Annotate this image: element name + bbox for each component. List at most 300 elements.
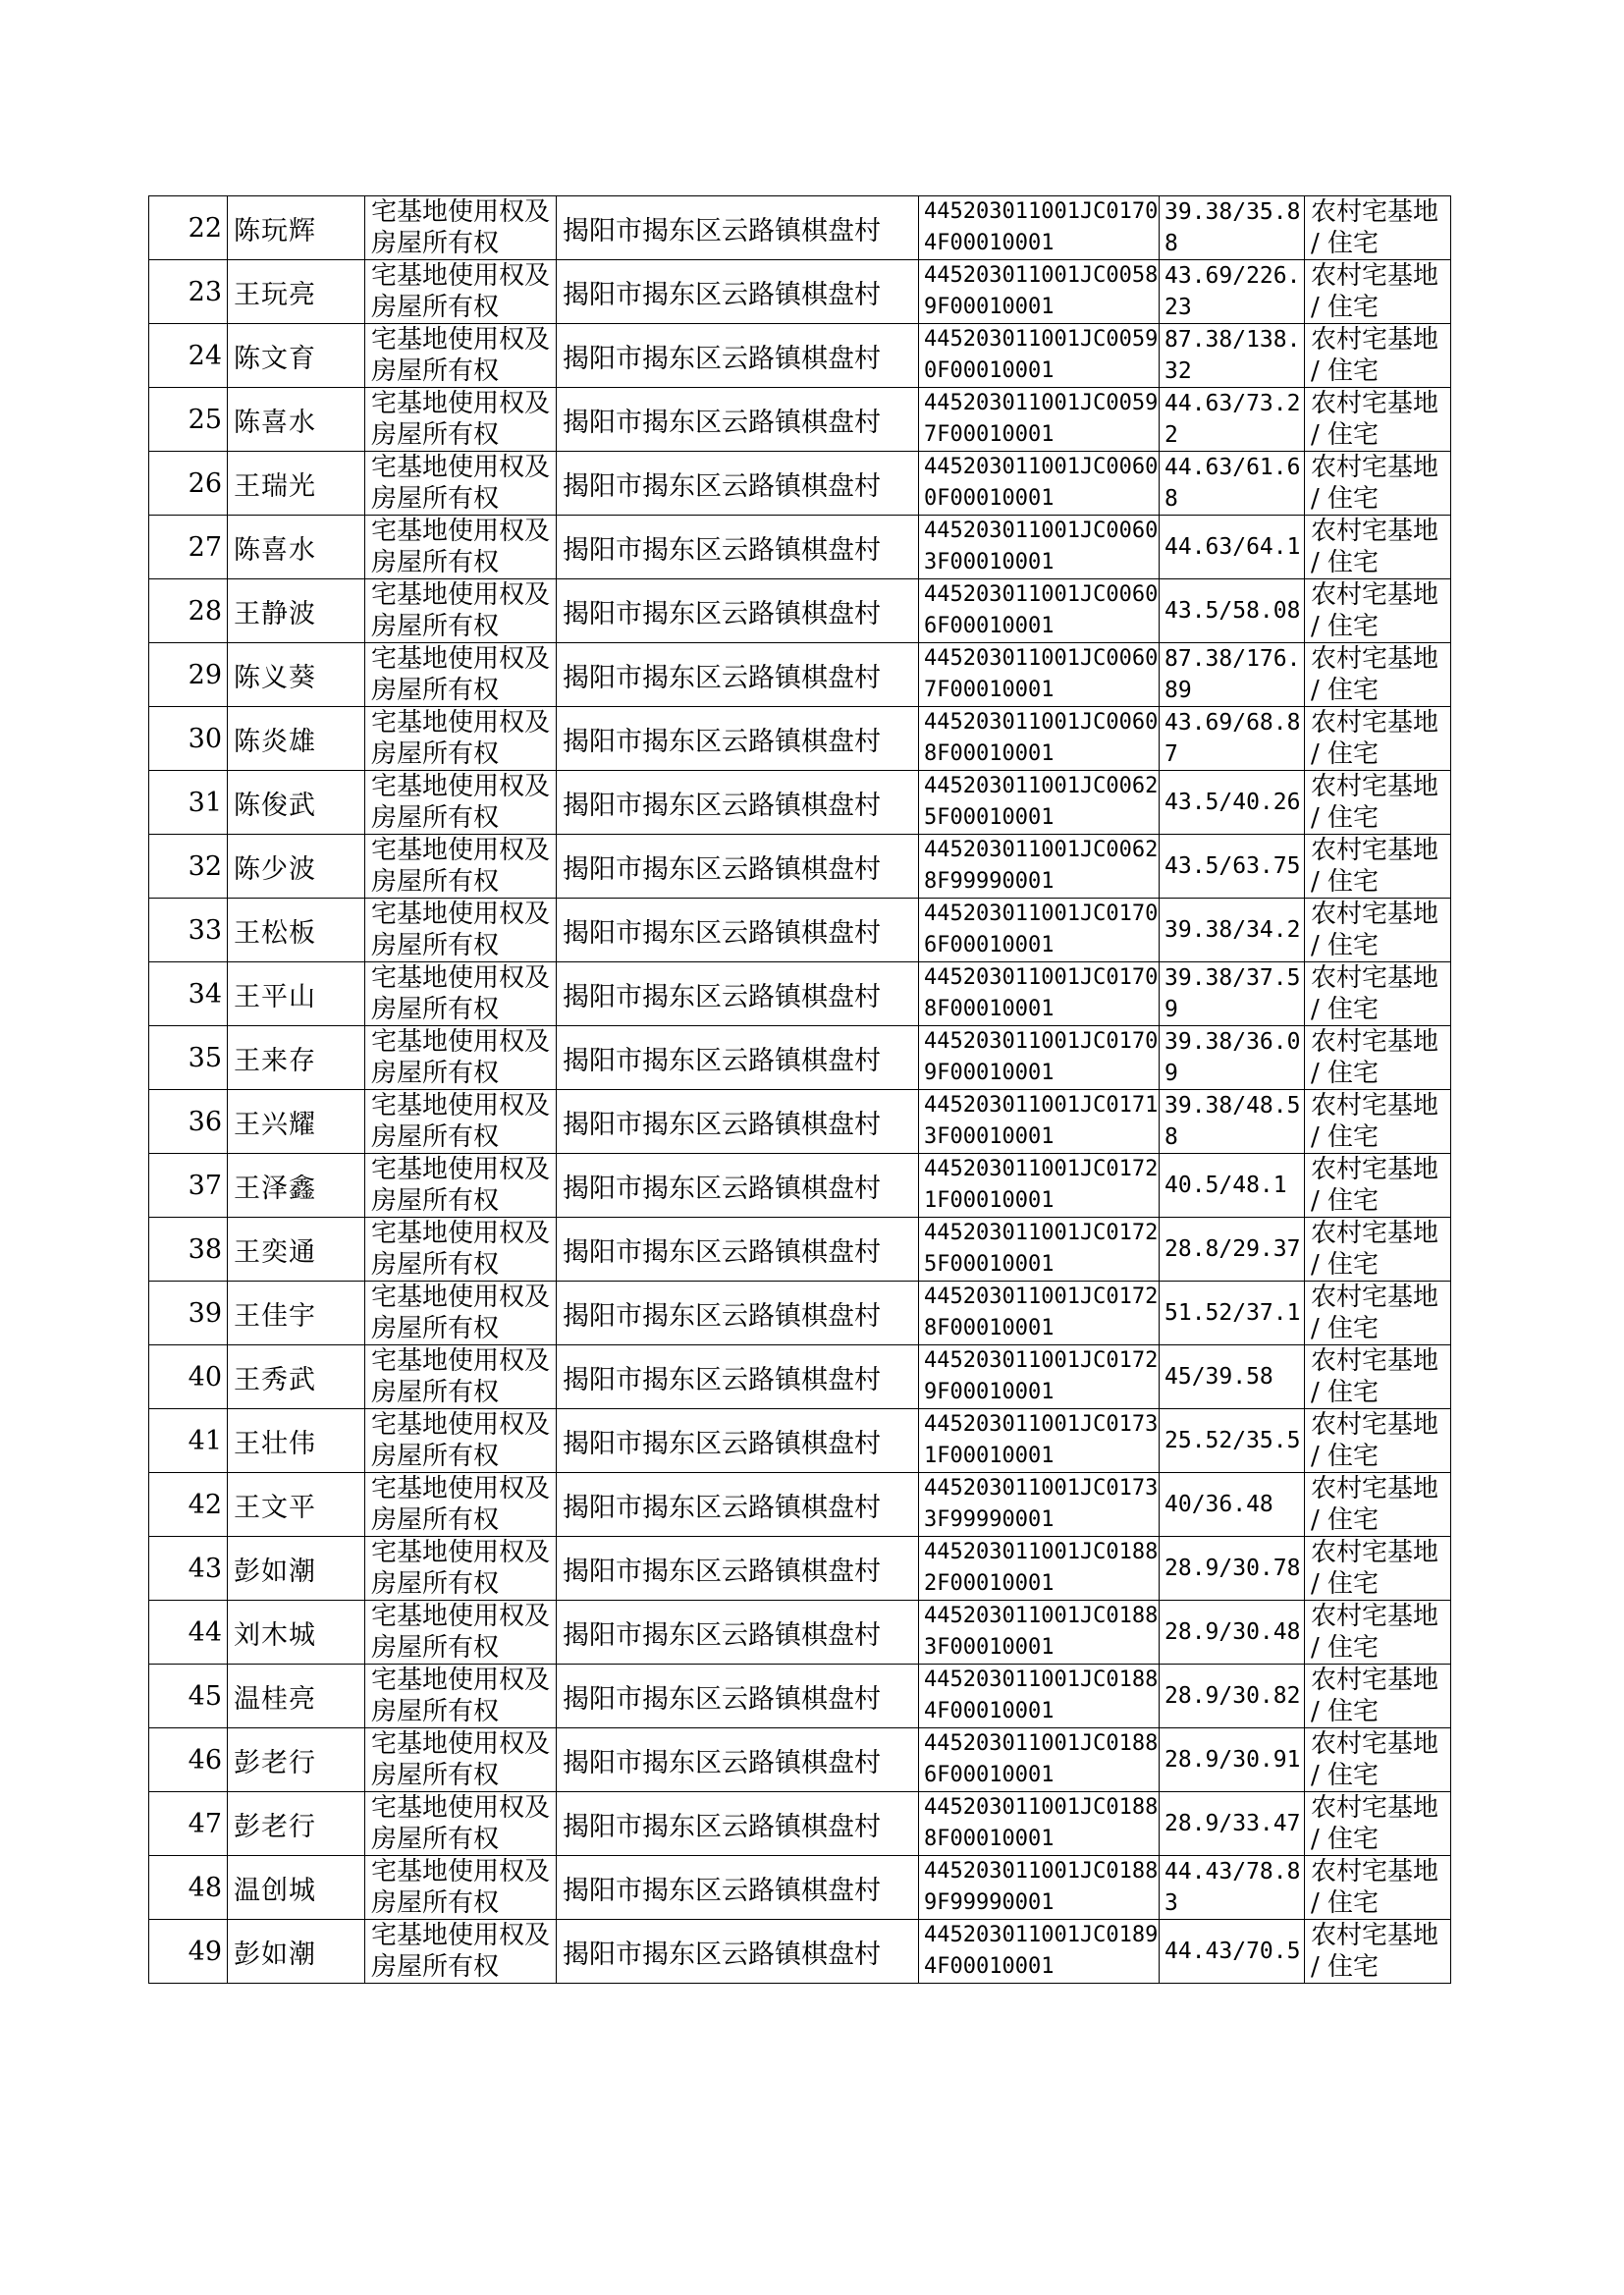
area-cell [1160, 899, 1305, 962]
usage-cell [1305, 1409, 1451, 1473]
area-cell-text: 28.9/30.78 [1164, 1556, 1301, 1581]
right-type-cell [365, 1345, 557, 1409]
right-type-cell-text: 宅基地使用权及房屋所有权 [371, 453, 551, 514]
owner-name-cell [228, 1090, 365, 1154]
area-cell-text: 28.9/33.47 [1164, 1811, 1301, 1836]
row-number-cell-text: 47 [188, 1808, 222, 1839]
owner-name-cell-text: 陈俊武 [234, 790, 316, 821]
owner-name-cell [228, 196, 365, 260]
row-number-cell-text: 35 [188, 1042, 222, 1073]
location-cell-text: 揭阳市揭东区云路镇棋盘村 [563, 1683, 881, 1715]
unit-code-cell-text: 445203011001JC01709F00010001 [924, 1029, 1159, 1085]
usage-cell [1305, 1665, 1451, 1728]
unit-code-cell-text: 445203011001JC01708F00010001 [924, 965, 1159, 1021]
area-cell [1160, 1920, 1305, 1984]
unit-code-cell [919, 196, 1160, 260]
usage-cell-text: 农村宅基地 / 住宅 [1311, 1793, 1439, 1854]
area-cell [1160, 1856, 1305, 1920]
table-row [149, 1282, 1451, 1345]
row-number-cell-text: 24 [188, 340, 222, 371]
table-row [149, 196, 1451, 260]
owner-name-cell-text: 陈喜水 [234, 534, 316, 566]
owner-name-cell [228, 260, 365, 324]
usage-cell-text: 农村宅基地 / 住宅 [1311, 1410, 1439, 1471]
owner-name-cell-text: 王文平 [234, 1492, 316, 1523]
owner-name-cell [228, 452, 365, 516]
usage-cell-text: 农村宅基地 / 住宅 [1311, 197, 1439, 258]
usage-cell-text: 农村宅基地 / 住宅 [1311, 963, 1439, 1024]
unit-code-cell-text: 445203011001JC01882F00010001 [924, 1540, 1159, 1596]
usage-cell [1305, 1920, 1451, 1984]
area-cell [1160, 1537, 1305, 1601]
area-cell-text: 87.38/176.89 [1164, 646, 1301, 703]
location-cell-text: 揭阳市揭东区云路镇棋盘村 [563, 1428, 881, 1459]
unit-code-cell [919, 1856, 1160, 1920]
row-number-cell-text: 44 [188, 1616, 222, 1648]
row-number-cell-text: 39 [188, 1297, 222, 1329]
area-cell [1160, 516, 1305, 579]
row-number-cell [149, 196, 228, 260]
area-cell [1160, 643, 1305, 707]
table-row [149, 1473, 1451, 1537]
row-number-cell [149, 1345, 228, 1409]
row-number-cell [149, 1218, 228, 1282]
table-row [149, 1090, 1451, 1154]
owner-name-cell [228, 1026, 365, 1090]
location-cell [557, 1154, 919, 1218]
owner-name-cell [228, 1218, 365, 1282]
usage-cell-text: 农村宅基地 / 住宅 [1311, 1857, 1439, 1918]
unit-code-cell-text: 445203011001JC00628F99990001 [924, 838, 1159, 894]
usage-cell-text: 农村宅基地 / 住宅 [1311, 644, 1439, 705]
owner-name-cell [228, 579, 365, 643]
location-cell [557, 1409, 919, 1473]
owner-name-cell-text: 陈炎雄 [234, 726, 316, 757]
row-number-cell-text: 42 [188, 1489, 222, 1520]
unit-code-cell-text: 445203011001JC01733F99990001 [924, 1476, 1159, 1532]
location-cell-text: 揭阳市揭东区云路镇棋盘村 [563, 726, 881, 757]
row-number-cell-text: 26 [188, 467, 222, 499]
owner-name-cell-text: 王兴耀 [234, 1109, 316, 1140]
unit-code-cell [919, 771, 1160, 835]
right-type-cell [365, 1090, 557, 1154]
table-row [149, 643, 1451, 707]
right-type-cell-text: 宅基地使用权及房屋所有权 [371, 772, 551, 833]
right-type-cell-text: 宅基地使用权及房屋所有权 [371, 1666, 551, 1726]
row-number-cell-text: 23 [188, 276, 222, 307]
usage-cell [1305, 707, 1451, 771]
area-cell [1160, 324, 1305, 388]
unit-code-cell-text: 445203011001JC00597F00010001 [924, 391, 1159, 447]
owner-name-cell-text: 王奕通 [234, 1236, 316, 1268]
owner-name-cell [228, 1537, 365, 1601]
usage-cell-text: 农村宅基地 / 住宅 [1311, 772, 1439, 833]
right-type-cell [365, 1601, 557, 1665]
location-cell [557, 835, 919, 899]
area-cell [1160, 1026, 1305, 1090]
usage-cell-text: 农村宅基地 / 住宅 [1311, 1666, 1439, 1726]
location-cell [557, 1792, 919, 1856]
row-number-cell [149, 1920, 228, 1984]
table-body [149, 196, 1451, 1984]
table-row [149, 962, 1451, 1026]
right-type-cell-text: 宅基地使用权及房屋所有权 [371, 900, 551, 960]
row-number-cell [149, 1282, 228, 1345]
table-row [149, 260, 1451, 324]
usage-cell-text: 农村宅基地 / 住宅 [1311, 453, 1439, 514]
usage-cell-text: 农村宅基地 / 住宅 [1311, 1538, 1439, 1599]
area-cell-text: 39.38/37.59 [1164, 965, 1301, 1022]
usage-cell-text: 农村宅基地 / 住宅 [1311, 1346, 1439, 1407]
row-number-cell [149, 1026, 228, 1090]
area-cell-text: 43.5/40.26 [1164, 790, 1301, 815]
right-type-cell-text: 宅基地使用权及房屋所有权 [371, 197, 551, 258]
row-number-cell-text: 45 [188, 1680, 222, 1712]
location-cell-text: 揭阳市揭东区云路镇棋盘村 [563, 1811, 881, 1842]
location-cell-text: 揭阳市揭东区云路镇棋盘村 [563, 215, 881, 246]
right-type-cell [365, 835, 557, 899]
location-cell [557, 962, 919, 1026]
area-cell-text: 39.38/34.2 [1164, 917, 1301, 943]
usage-cell-text: 农村宅基地 / 住宅 [1311, 517, 1439, 577]
table-row [149, 1601, 1451, 1665]
owner-name-cell [228, 899, 365, 962]
location-cell [557, 643, 919, 707]
location-cell [557, 1282, 919, 1345]
row-number-cell [149, 324, 228, 388]
owner-name-cell [228, 962, 365, 1026]
row-number-cell [149, 1665, 228, 1728]
location-cell [557, 260, 919, 324]
owner-name-cell [228, 388, 365, 452]
area-cell-text: 87.38/138.32 [1164, 327, 1301, 384]
right-type-cell-text: 宅基地使用权及房屋所有权 [371, 1857, 551, 1918]
right-type-cell [365, 771, 557, 835]
table-row [149, 1154, 1451, 1218]
table-row [149, 388, 1451, 452]
unit-code-cell [919, 1601, 1160, 1665]
right-type-cell-text: 宅基地使用权及房屋所有权 [371, 1283, 551, 1343]
location-cell-text: 揭阳市揭东区云路镇棋盘村 [563, 1173, 881, 1204]
owner-name-cell [228, 324, 365, 388]
unit-code-cell-text: 445203011001JC00603F00010001 [924, 519, 1159, 574]
owner-name-cell [228, 1665, 365, 1728]
area-cell [1160, 962, 1305, 1026]
usage-cell-text: 农村宅基地 / 住宅 [1311, 708, 1439, 769]
usage-cell [1305, 643, 1451, 707]
right-type-cell-text: 宅基地使用权及房屋所有权 [371, 1091, 551, 1152]
area-cell-text: 39.38/35.88 [1164, 199, 1301, 256]
row-number-cell-text: 48 [188, 1872, 222, 1903]
usage-cell [1305, 452, 1451, 516]
unit-code-cell-text: 445203011001JC01884F00010001 [924, 1667, 1159, 1723]
area-cell-text: 28.9/30.91 [1164, 1747, 1301, 1773]
usage-cell [1305, 1154, 1451, 1218]
right-type-cell-text: 宅基地使用权及房屋所有权 [371, 389, 551, 450]
right-type-cell-text: 宅基地使用权及房屋所有权 [371, 1474, 551, 1535]
right-type-cell-text: 宅基地使用权及房屋所有权 [371, 1027, 551, 1088]
row-number-cell-text: 37 [188, 1170, 222, 1201]
unit-code-cell [919, 1473, 1160, 1537]
row-number-cell [149, 1154, 228, 1218]
owner-name-cell [228, 1920, 365, 1984]
usage-cell-text: 农村宅基地 / 住宅 [1311, 580, 1439, 641]
row-number-cell [149, 643, 228, 707]
usage-cell [1305, 1345, 1451, 1409]
row-number-cell-text: 43 [188, 1553, 222, 1584]
area-cell [1160, 196, 1305, 260]
area-cell [1160, 1345, 1305, 1409]
row-number-cell [149, 516, 228, 579]
right-type-cell [365, 1473, 557, 1537]
location-cell [557, 1856, 919, 1920]
unit-code-cell [919, 899, 1160, 962]
usage-cell [1305, 899, 1451, 962]
area-cell [1160, 260, 1305, 324]
location-cell-text: 揭阳市揭东区云路镇棋盘村 [563, 1364, 881, 1395]
unit-code-cell-text: 445203011001JC00600F00010001 [924, 455, 1159, 511]
area-cell [1160, 1282, 1305, 1345]
owner-name-cell [228, 1473, 365, 1537]
owner-name-cell-text: 彭如潮 [234, 1556, 316, 1587]
usage-cell-text: 农村宅基地 / 住宅 [1311, 1921, 1439, 1982]
location-cell-text: 揭阳市揭东区云路镇棋盘村 [563, 1619, 881, 1651]
area-cell [1160, 1154, 1305, 1218]
location-cell-text: 揭阳市揭东区云路镇棋盘村 [563, 534, 881, 566]
table-row [149, 1218, 1451, 1282]
owner-name-cell-text: 王瑞光 [234, 470, 316, 502]
location-cell [557, 196, 919, 260]
area-cell-text: 28.9/30.48 [1164, 1619, 1301, 1645]
owner-name-cell-text: 王松板 [234, 917, 316, 949]
location-cell-text: 揭阳市揭东区云路镇棋盘村 [563, 790, 881, 821]
location-cell-text: 揭阳市揭东区云路镇棋盘村 [563, 662, 881, 693]
unit-code-cell [919, 1537, 1160, 1601]
right-type-cell [365, 1154, 557, 1218]
area-cell [1160, 452, 1305, 516]
row-number-cell [149, 388, 228, 452]
location-cell [557, 1537, 919, 1601]
owner-name-cell-text: 王佳宇 [234, 1300, 316, 1332]
unit-code-cell [919, 260, 1160, 324]
unit-code-cell [919, 324, 1160, 388]
owner-name-cell-text: 彭老行 [234, 1811, 316, 1842]
row-number-cell-text: 27 [188, 531, 222, 563]
usage-cell [1305, 1218, 1451, 1282]
unit-code-cell [919, 1409, 1160, 1473]
usage-cell-text: 农村宅基地 / 住宅 [1311, 1027, 1439, 1088]
row-number-cell [149, 1473, 228, 1537]
owner-name-cell [228, 1856, 365, 1920]
unit-code-cell [919, 1665, 1160, 1728]
area-cell-text: 45/39.58 [1164, 1364, 1273, 1390]
location-cell [557, 324, 919, 388]
location-cell-text: 揭阳市揭东区云路镇棋盘村 [563, 470, 881, 502]
table-row [149, 452, 1451, 516]
right-type-cell [365, 452, 557, 516]
table-row [149, 579, 1451, 643]
location-cell [557, 899, 919, 962]
unit-code-cell-text: 445203011001JC00608F00010001 [924, 710, 1159, 766]
right-type-cell [365, 196, 557, 260]
table-row [149, 1537, 1451, 1601]
location-cell-text: 揭阳市揭东区云路镇棋盘村 [563, 1045, 881, 1076]
right-type-cell [365, 962, 557, 1026]
owner-name-cell [228, 1282, 365, 1345]
right-type-cell-text: 宅基地使用权及房屋所有权 [371, 1346, 551, 1407]
row-number-cell-text: 40 [188, 1361, 222, 1393]
unit-code-cell [919, 516, 1160, 579]
right-type-cell [365, 1665, 557, 1728]
unit-code-cell [919, 1345, 1160, 1409]
area-cell-text: 39.38/48.58 [1164, 1093, 1301, 1150]
unit-code-cell [919, 1154, 1160, 1218]
right-type-cell-text: 宅基地使用权及房屋所有权 [371, 1155, 551, 1216]
location-cell [557, 452, 919, 516]
table-row [149, 1665, 1451, 1728]
area-cell-text: 43.69/226.23 [1164, 263, 1301, 320]
usage-cell [1305, 324, 1451, 388]
table-row [149, 835, 1451, 899]
location-cell-text: 揭阳市揭东区云路镇棋盘村 [563, 279, 881, 310]
right-type-cell [365, 260, 557, 324]
area-cell [1160, 579, 1305, 643]
unit-code-cell [919, 388, 1160, 452]
table-row [149, 324, 1451, 388]
table-row [149, 707, 1451, 771]
right-type-cell [365, 388, 557, 452]
area-cell [1160, 1090, 1305, 1154]
unit-code-cell-text: 445203011001JC01886F00010001 [924, 1731, 1159, 1787]
unit-code-cell [919, 1090, 1160, 1154]
right-type-cell-text: 宅基地使用权及房屋所有权 [371, 1410, 551, 1471]
owner-name-cell [228, 1154, 365, 1218]
right-type-cell [365, 1409, 557, 1473]
area-cell-text: 51.52/37.1 [1164, 1300, 1301, 1326]
usage-cell-text: 农村宅基地 / 住宅 [1311, 1155, 1439, 1216]
right-type-cell-text: 宅基地使用权及房屋所有权 [371, 517, 551, 577]
owner-name-cell-text: 彭老行 [234, 1747, 316, 1778]
unit-code-cell [919, 835, 1160, 899]
location-cell-text: 揭阳市揭东区云路镇棋盘村 [563, 1300, 881, 1332]
usage-cell-text: 农村宅基地 / 住宅 [1311, 900, 1439, 960]
owner-name-cell-text: 彭如潮 [234, 1939, 316, 1970]
right-type-cell-text: 宅基地使用权及房屋所有权 [371, 1921, 551, 1982]
area-cell [1160, 1601, 1305, 1665]
owner-name-cell [228, 771, 365, 835]
right-type-cell [365, 1537, 557, 1601]
area-cell-text: 43.5/63.75 [1164, 853, 1301, 879]
usage-cell-text: 农村宅基地 / 住宅 [1311, 1474, 1439, 1535]
area-cell [1160, 1728, 1305, 1792]
row-number-cell [149, 1728, 228, 1792]
right-type-cell [365, 1728, 557, 1792]
right-type-cell-text: 宅基地使用权及房屋所有权 [371, 644, 551, 705]
location-cell-text: 揭阳市揭东区云路镇棋盘村 [563, 1939, 881, 1970]
location-cell [557, 516, 919, 579]
usage-cell [1305, 1090, 1451, 1154]
row-number-cell [149, 962, 228, 1026]
right-type-cell-text: 宅基地使用权及房屋所有权 [371, 963, 551, 1024]
table-row [149, 1792, 1451, 1856]
right-type-cell [365, 1856, 557, 1920]
usage-cell-text: 农村宅基地 / 住宅 [1311, 1091, 1439, 1152]
row-number-cell [149, 707, 228, 771]
owner-name-cell [228, 1345, 365, 1409]
location-cell [557, 771, 919, 835]
owner-name-cell-text: 王玩亮 [234, 279, 316, 310]
location-cell-text: 揭阳市揭东区云路镇棋盘村 [563, 343, 881, 374]
location-cell-text: 揭阳市揭东区云路镇棋盘村 [563, 917, 881, 949]
usage-cell [1305, 771, 1451, 835]
unit-code-cell-text: 445203011001JC00625F00010001 [924, 774, 1159, 830]
row-number-cell-text: 32 [188, 850, 222, 882]
right-type-cell [365, 324, 557, 388]
unit-code-cell [919, 962, 1160, 1026]
usage-cell-text: 农村宅基地 / 住宅 [1311, 261, 1439, 322]
row-number-cell [149, 1601, 228, 1665]
area-cell [1160, 707, 1305, 771]
area-cell-text: 44.63/61.68 [1164, 455, 1301, 512]
row-number-cell-text: 31 [188, 787, 222, 818]
location-cell [557, 707, 919, 771]
location-cell [557, 1920, 919, 1984]
right-type-cell-text: 宅基地使用权及房屋所有权 [371, 1602, 551, 1663]
area-cell-text: 44.63/64.1 [1164, 534, 1301, 560]
location-cell [557, 388, 919, 452]
usage-cell-text: 农村宅基地 / 住宅 [1311, 389, 1439, 450]
row-number-cell-text: 46 [188, 1744, 222, 1776]
right-type-cell-text: 宅基地使用权及房屋所有权 [371, 836, 551, 897]
unit-code-cell-text: 445203011001JC01894F00010001 [924, 1923, 1159, 1979]
owner-name-cell-text: 王静波 [234, 598, 316, 629]
table-row [149, 1409, 1451, 1473]
usage-cell [1305, 1026, 1451, 1090]
row-number-cell-text: 41 [188, 1425, 222, 1456]
row-number-cell [149, 771, 228, 835]
right-type-cell-text: 宅基地使用权及房屋所有权 [371, 261, 551, 322]
location-cell-text: 揭阳市揭东区云路镇棋盘村 [563, 407, 881, 438]
owner-name-cell-text: 王壮伟 [234, 1428, 316, 1459]
right-type-cell [365, 899, 557, 962]
row-number-cell-text: 49 [188, 1936, 222, 1967]
table-row [149, 1728, 1451, 1792]
row-number-cell [149, 1792, 228, 1856]
location-cell [557, 1345, 919, 1409]
right-type-cell [365, 579, 557, 643]
unit-code-cell [919, 1792, 1160, 1856]
right-type-cell [365, 1218, 557, 1282]
table-row [149, 899, 1451, 962]
location-cell [557, 1728, 919, 1792]
owner-name-cell [228, 1409, 365, 1473]
location-cell-text: 揭阳市揭东区云路镇棋盘村 [563, 1556, 881, 1587]
right-type-cell-text: 宅基地使用权及房屋所有权 [371, 1729, 551, 1790]
unit-code-cell [919, 1728, 1160, 1792]
area-cell-text: 44.43/78.83 [1164, 1859, 1301, 1916]
owner-name-cell [228, 835, 365, 899]
unit-code-cell-text: 445203011001JC01706F00010001 [924, 902, 1159, 957]
row-number-cell-text: 36 [188, 1106, 222, 1137]
owner-name-cell [228, 643, 365, 707]
right-type-cell-text: 宅基地使用权及房屋所有权 [371, 708, 551, 769]
row-number-cell-text: 38 [188, 1233, 222, 1265]
location-cell-text: 揭阳市揭东区云路镇棋盘村 [563, 1747, 881, 1778]
area-cell [1160, 388, 1305, 452]
owner-name-cell [228, 1601, 365, 1665]
right-type-cell [365, 1792, 557, 1856]
location-cell-text: 揭阳市揭东区云路镇棋盘村 [563, 1236, 881, 1268]
